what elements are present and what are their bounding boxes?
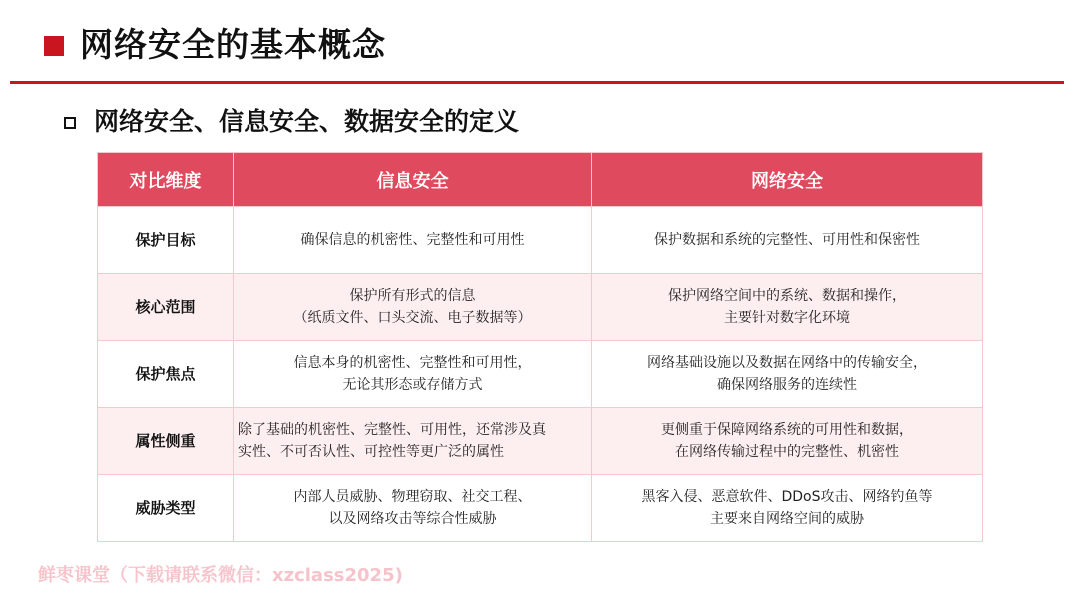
- network-security-cell: [592, 341, 983, 408]
- row-dimension: 威胁类型: [98, 475, 234, 542]
- header-info-security: 信息安全: [234, 153, 592, 207]
- network-security-cell: [592, 274, 983, 341]
- section-subtitle: 网络安全、信息安全、数据安全的定义: [94, 107, 520, 136]
- header-network-security: 网络安全: [592, 153, 983, 207]
- row-dimension: 属性侧重: [98, 408, 234, 475]
- cell-line: 黑客入侵、恶意软件、DDoS攻击、网络钓鱼等: [641, 489, 933, 505]
- cell-line: 更侧重于保障网络系统的可用性和数据，: [661, 422, 913, 438]
- network-security-cell: [592, 475, 983, 542]
- network-security-cell: [592, 408, 983, 475]
- cell-line: 实性、不可否认性、可控性等更广泛的属性: [238, 444, 504, 460]
- info-security-cell: [234, 408, 592, 475]
- cell-line: 网络基础设施以及数据在网络中的传输安全，: [647, 355, 927, 371]
- watermark-text: 鲜枣课堂（下载请联系微信：xzclass2025): [38, 565, 403, 586]
- page-title: 网络安全的基本概念: [80, 25, 386, 64]
- hollow-square-bullet-icon: [64, 117, 76, 129]
- cell-line: 在网络传输过程中的完整性、机密性: [675, 444, 899, 460]
- title-divider: [10, 81, 1064, 84]
- table-row: [98, 207, 983, 274]
- cell-line: 除了基础的机密性、完整性、可用性，还常涉及真: [238, 422, 546, 438]
- row-dimension: 保护焦点: [98, 341, 234, 408]
- cell-line: （纸质文件、口头交流、电子数据等）: [293, 310, 532, 326]
- network-security-cell: [592, 207, 983, 274]
- table-row: [98, 341, 983, 408]
- info-security-cell: [234, 341, 592, 408]
- info-security-cell: [234, 207, 592, 274]
- cell-line: 主要来自网络空间的威胁: [710, 511, 864, 527]
- row-dimension: 核心范围: [98, 274, 234, 341]
- table-row: [98, 408, 983, 475]
- info-security-cell: [234, 274, 592, 341]
- cell-line: 无论其形态或存储方式: [342, 377, 483, 393]
- title-square-icon: [44, 36, 64, 56]
- table-row: [98, 475, 983, 542]
- row-dimension: 保护目标: [98, 207, 234, 274]
- cell-line: 保护所有形式的信息: [349, 288, 476, 304]
- cell-line: 保护数据和系统的完整性、可用性和保密性: [654, 232, 920, 248]
- header-dimension: 对比维度: [98, 153, 234, 207]
- cell-line: 保护网络空间中的系统、数据和操作，: [668, 288, 906, 304]
- cell-line: 确保信息的机密性、完整性和可用性: [300, 232, 525, 248]
- cell-line: 以及网络攻击等综合性威胁: [328, 511, 497, 527]
- cell-line: 确保网络服务的连续性: [717, 377, 857, 393]
- info-security-cell: [234, 475, 592, 542]
- cell-line: 信息本身的机密性、完整性和可用性，: [293, 355, 532, 371]
- table-header-row: [98, 153, 983, 207]
- cell-line: 内部人员威胁、物理窃取、社交工程、: [293, 489, 532, 505]
- comparison-table: [97, 152, 983, 542]
- table-row: [98, 274, 983, 341]
- cell-line: 主要针对数字化环境: [724, 310, 850, 326]
